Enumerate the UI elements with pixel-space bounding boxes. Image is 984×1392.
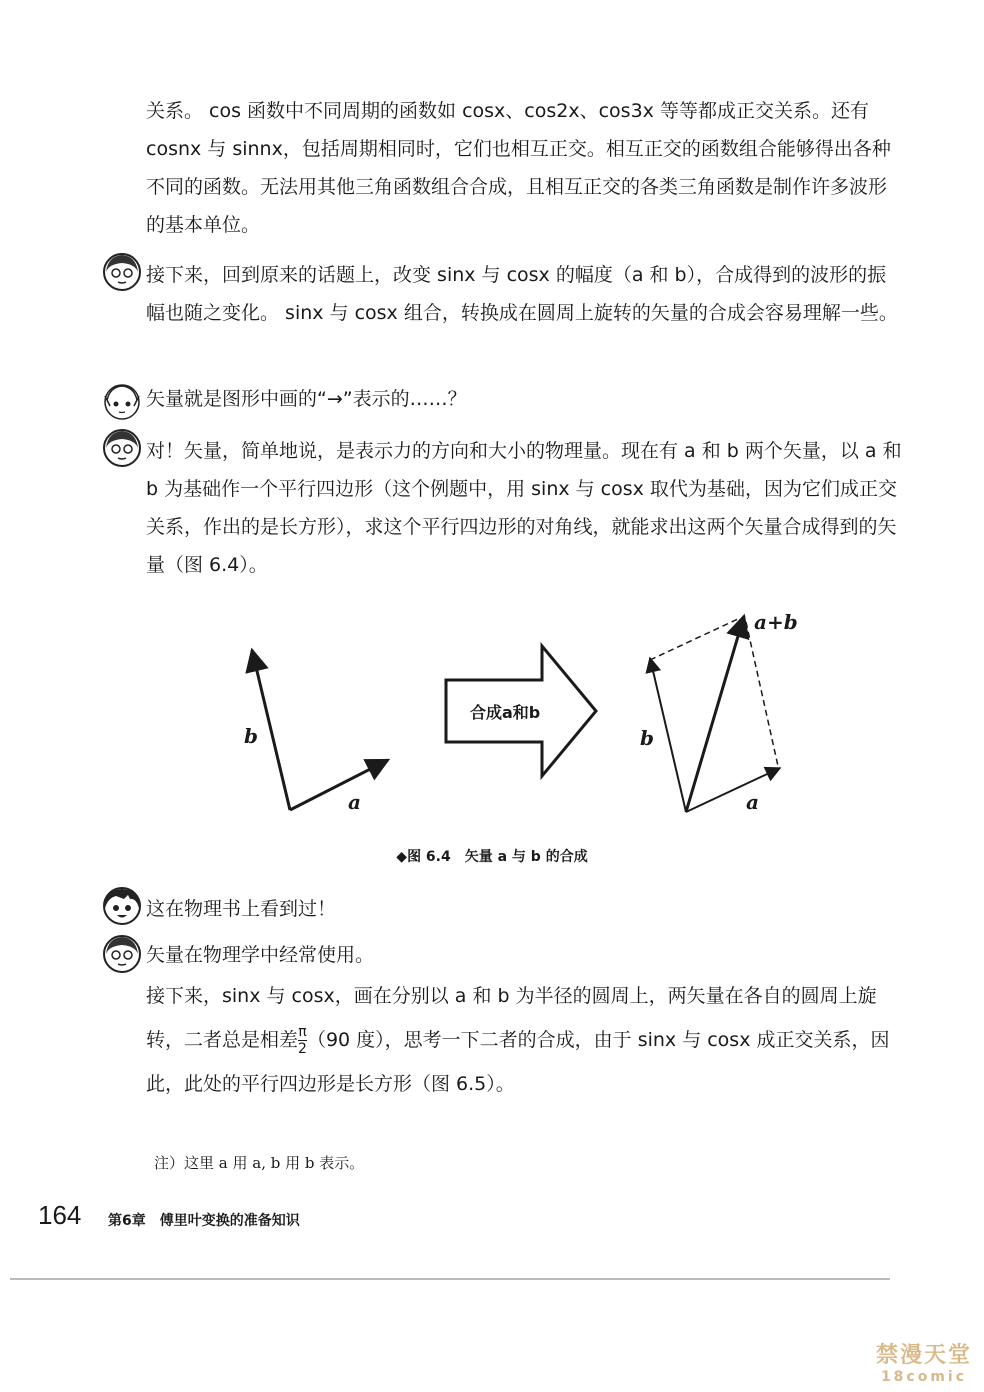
fraction-numerator: π (298, 1024, 307, 1040)
figure-caption: ◆图 6.4 矢量 a 与 b 的合成 (396, 849, 588, 865)
watermark-line-2: 18comic (880, 1369, 968, 1385)
page-number: 164 (38, 1200, 82, 1230)
dashed-top (650, 618, 740, 660)
arrow-text: 合成a和b (470, 703, 541, 722)
label-a-right: a (746, 790, 759, 814)
watermark-line-1: 禁漫天堂 (875, 1343, 972, 1368)
paragraph-7 (146, 974, 902, 1106)
vector-a-right (686, 768, 780, 812)
paragraph-4: 对！矢量，简单地说，是表示力的方向和大小的物理量。现在有 a 和 b 两个矢量，以 a 和 b 为基础作一个平行四边形（这个例题中，用 sinx 与 cosx 取代为基础，因为它们成正交关系，作出的是长方形），求这个平行四边形的对角线，就能求出这两个矢量合成得到的矢量（图 6.4）。 (146, 440, 902, 576)
label-a-left: a (348, 790, 361, 814)
girl-short-hair-avatar-icon (102, 886, 142, 926)
paragraph-7-part-a: 接下来，sinx 与 cosx，画在分别以 a 和 b 为半径的圆周上，两矢量在各自的圆周上旋转，二者总是相差 (146, 985, 877, 1051)
fraction-denominator: 2 (298, 1041, 307, 1057)
paragraph-3: 矢量就是图形中画的“→”表示的……？ (146, 388, 467, 410)
girl-glasses-avatar-icon (102, 252, 142, 292)
vector-b-right (650, 658, 686, 812)
girl-glasses-avatar-icon (102, 428, 142, 468)
chapter-title: 第6章 傅里叶变换的准备知识 (108, 1213, 300, 1229)
paragraph-7-part-b: （90 度），思考一下二者的合成，由于 sinx 与 cosx 成正交关系，因此，此处的平行四边形是长方形（图 6.5）。 (146, 1029, 890, 1095)
paragraph-5: 这在物理书上看到过！ (146, 898, 337, 920)
dashed-right (746, 622, 778, 766)
paragraph-1: 关系。 cos 函数中不同周期的函数如 cosx、cos2x、cos3x 等等都成正交关系。还有 cosnx 与 sinnx，包括周期相同时，它们也相互正交。相互正交的函数组合能够得出各种不同的函数。无法用其他三角函数组合合成，且相互正交的各类三角函数是制作许多波形的基本单位。 (146, 100, 891, 236)
bottom-rule (10, 1278, 890, 1280)
paragraph-2: 接下来，回到原来的话题上，改变 sinx 与 cosx 的幅度（a 和 b），合成得到的波形的振幅也随之变化。 sinx 与 cosx 组合，转换成在圆周上旋转的矢量的合成会容易理解一些。 (146, 264, 898, 324)
label-b-right: b (640, 726, 654, 750)
girl-glasses-avatar-icon (102, 934, 142, 974)
label-b-left: b (244, 724, 258, 748)
girl-pigtails-avatar-icon (102, 382, 142, 422)
footnote: 注）这里 a 用 a, b 用 b 表示。 (154, 1154, 365, 1172)
paragraph-6: 矢量在物理学中经常使用。 (146, 944, 375, 966)
watermark-logo (876, 1338, 972, 1385)
vector-a-left (290, 760, 388, 810)
label-a-plus-b: a+b (754, 610, 798, 634)
vector-sum (686, 616, 744, 812)
pi-over-2-fraction (298, 1024, 307, 1057)
